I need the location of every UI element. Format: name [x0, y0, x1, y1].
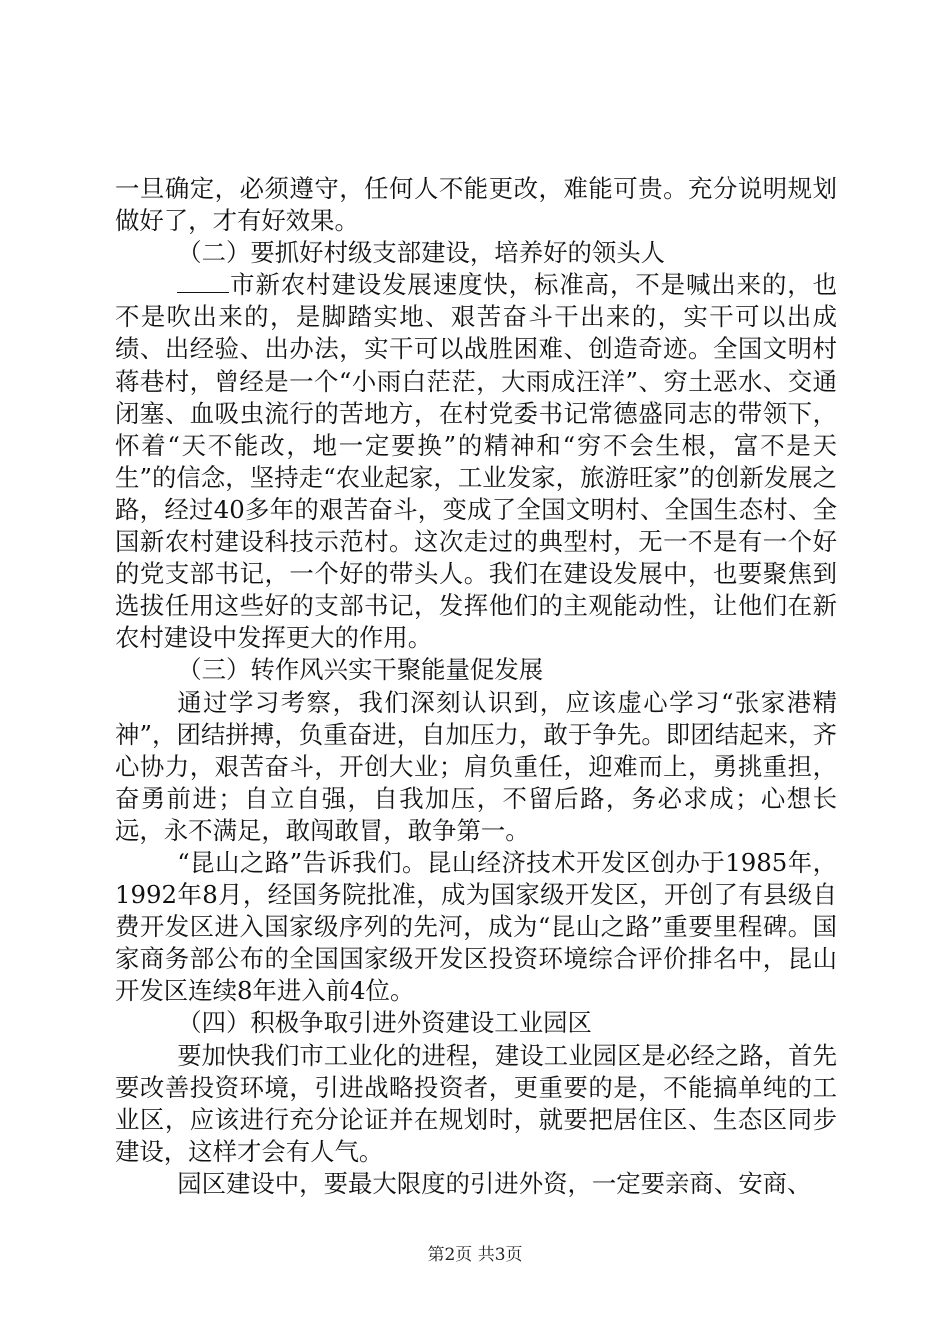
section-heading-3: （三）转作风兴实干聚能量促发展: [177, 655, 544, 685]
paragraph-village-branch: [115, 269, 837, 654]
blank-underline: [177, 270, 229, 293]
section-heading-4: （四）积极争取引进外资建设工业园区: [177, 1008, 592, 1038]
paragraph-zhangjiagang-spirit: 通过学习考察，我们深刻认识到，应该虚心学习“张家港精神”，团结拼搏，负重奋进，自加压力，敢于争先。即团结起来，齐心协力，艰苦奋斗，开创大业；肩负重任，迎难而上，勇挑重担，奋勇前进；自立自强，自我加压，不留后路，务必求成；心想长远，永不满足，敢闯敢冒，敢争第一。: [115, 687, 837, 845]
document-body: [115, 173, 837, 1200]
page-number-footer: 第2页 共3页: [427, 1245, 523, 1265]
paragraph-village-branch-text: 市新农村建设发展速度快，标准高，不是喊出来的，也不是吹出来的，是脚踏实地、艰苦奋斗干出来的，实干可以出成绩、出经验、出办法，实干可以战胜困难、创造奇迹。全国文明村蒋巷村，曾经是一个“小雨白茫茫，大雨成汪洋”、穷土恶水、交通闭塞、血吸虫流行的苦地方，在村党委书记常德盛同志的带领下，怀着“天不能改，地一定要换”的精神和“穷不会生根，富不是天生”的信念，坚持走“农业起家，工业发家，旅游旺家”的创新发展之路，经过40多年的艰苦奋斗，变成了全国文明村、全国生态村、全国新农村建设科技示范村。这次走过的典型村，无一不是有一个好的党支部书记，一个好的带头人。我们在建设发展中，也要聚焦到选拔任用这些好的支部书记，发挥他们的主观能动性，让他们在新农村建设中发挥更大的作用。: [115, 270, 837, 653]
paragraph-continuation: 一旦确定，必须遵守，任何人不能更改，难能可贵。充分说明规划做好了，才有好效果。: [115, 174, 837, 236]
paragraph-kunshan-road: “昆山之路”告诉我们。昆山经济技术开发区创办于1985年，1992年8月，经国务院批准，成为国家级开发区，开创了有县级自费开发区进入国家级序列的先河，成为“昆山之路”重要里程碑。国家商务部公布的全国国家级开发区投资环境综合评价排名中，昆山开发区连续8年进入前4位。: [115, 847, 837, 1006]
paragraph-industrial-park: 要加快我们市工业化的进程，建设工业园区是必经之路，首先要改善投资环境，引进战略投资者，更重要的是，不能搞单纯的工业区，应该进行充分论证并在规划时，就要把居住区、生态区同步建设，这样才会有人气。: [115, 1040, 837, 1166]
section-heading-2: （二）要抓好村级支部建设，培养好的领头人: [177, 238, 666, 268]
paragraph-foreign-investment: 园区建设中，要最大限度的引进外资，一定要亲商、安商、: [177, 1168, 812, 1198]
